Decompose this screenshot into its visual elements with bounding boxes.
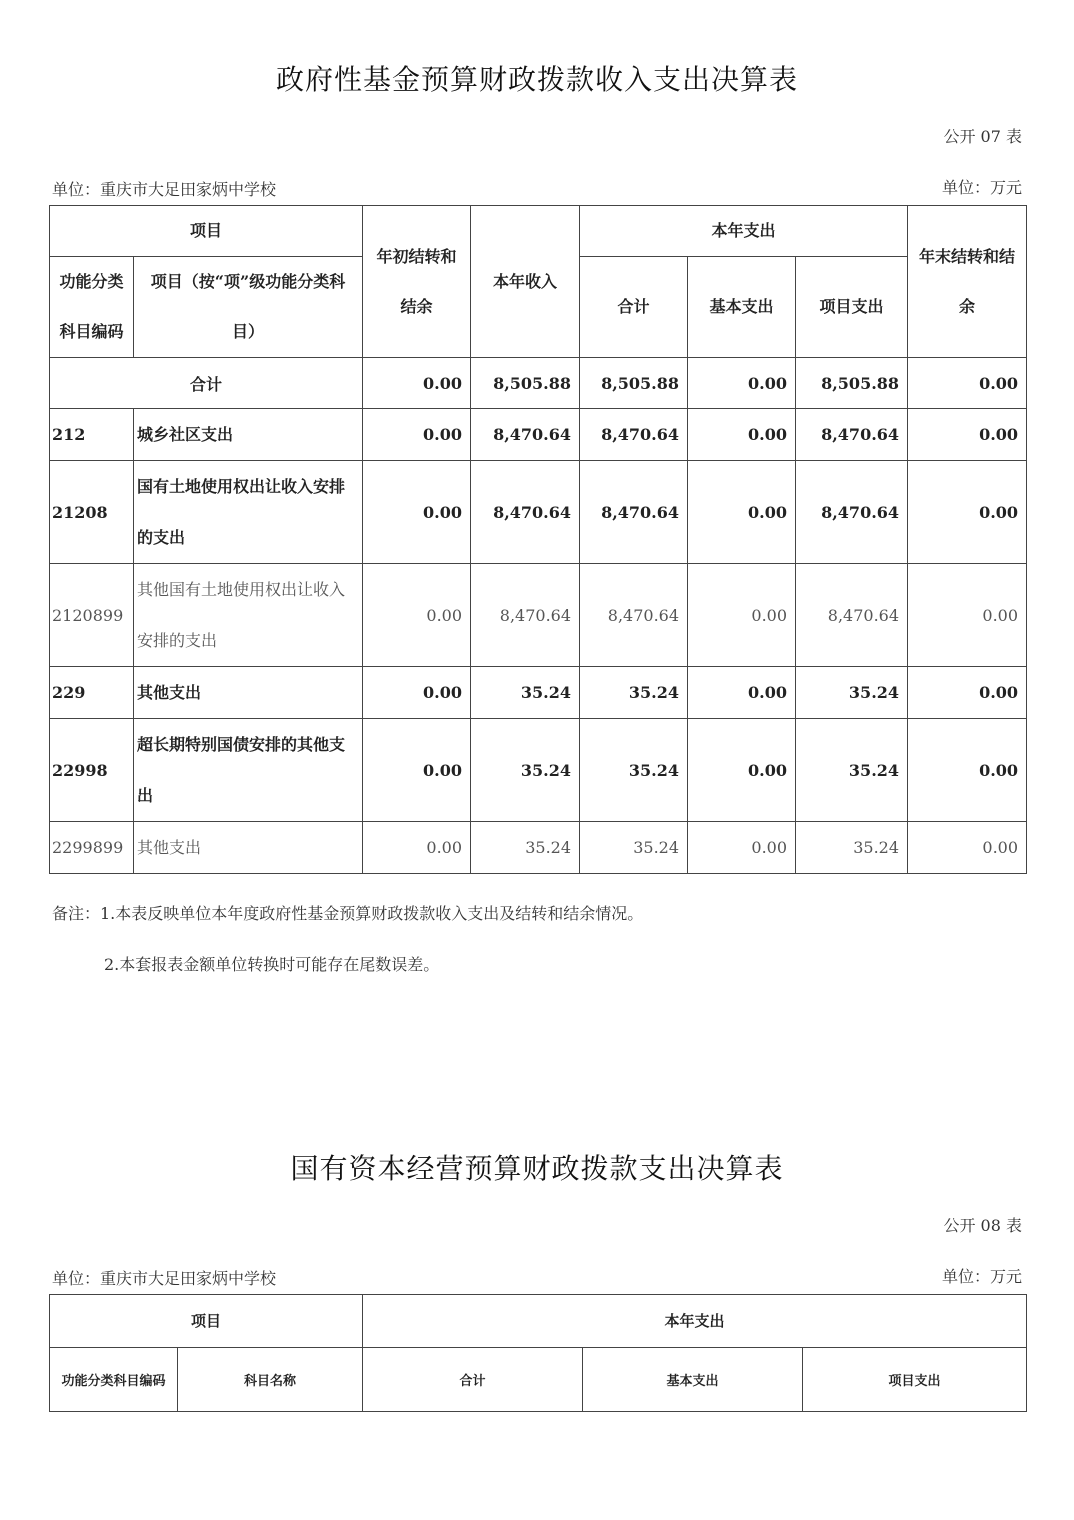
- note-line-2: 2.本套报表金额单位转换时可能存在尾数误差。: [104, 955, 440, 974]
- cell-basic: 0.00: [688, 719, 796, 822]
- cell-code: 2120899: [50, 564, 134, 667]
- cell-end: 0.00: [908, 719, 1027, 822]
- cell-project: 35.24: [796, 667, 908, 719]
- cell-code: 21208: [50, 461, 134, 564]
- cell-basic: 0.00: [688, 409, 796, 461]
- cell-name: 其他支出: [134, 822, 363, 874]
- table-row: [50, 719, 1027, 822]
- cell-begin: 0.00: [363, 409, 471, 461]
- state-capital-table: [49, 1294, 1027, 1412]
- note-line-1: 备注：1.本表反映单位本年度政府性基金预算财政拨款收入支出及结转和结余情况。: [52, 904, 644, 923]
- cell-project: 8,470.64: [796, 461, 908, 564]
- unit-currency-08: 单位：万元: [941, 1267, 1022, 1286]
- cell-basic: 0.00: [688, 358, 796, 409]
- total-label: 合计: [50, 358, 363, 409]
- cell-name: 超长期特别国债安排的其他支出: [134, 719, 363, 822]
- unit-org-08: 单位：重庆市大足田家炳中学校: [52, 1269, 277, 1288]
- cell-income: 8,470.64: [471, 461, 580, 564]
- header-expense-group: 本年支出: [363, 1295, 1027, 1348]
- cell-total: 8,470.64: [580, 409, 688, 461]
- cell-income: 35.24: [471, 719, 580, 822]
- cell-basic: 0.00: [688, 461, 796, 564]
- cell-end: 0.00: [908, 461, 1027, 564]
- cell-total: 8,470.64: [580, 564, 688, 667]
- cell-end: 0.00: [908, 358, 1027, 409]
- table-row: [50, 822, 1027, 874]
- cell-income: 35.24: [471, 822, 580, 874]
- table-row: [50, 564, 1027, 667]
- cell-name: 其他国有土地使用权出让收入安排的支出: [134, 564, 363, 667]
- cell-name: 其他支出: [134, 667, 363, 719]
- cell-code: 212: [50, 409, 134, 461]
- header-total: 合计: [363, 1348, 583, 1412]
- cell-total: 35.24: [580, 667, 688, 719]
- table-row: [50, 461, 1027, 564]
- cell-total: 8,505.88: [580, 358, 688, 409]
- cell-begin: 0.00: [363, 822, 471, 874]
- cell-begin: 0.00: [363, 667, 471, 719]
- header-project: 项目支出: [796, 257, 908, 358]
- header-basic: 基本支出: [583, 1348, 803, 1412]
- cell-begin: 0.00: [363, 719, 471, 822]
- cell-begin: 0.00: [363, 358, 471, 409]
- unit-org-07: 单位：重庆市大足田家炳中学校: [52, 180, 277, 199]
- cell-project: 8,470.64: [796, 564, 908, 667]
- cell-income: 8,470.64: [471, 564, 580, 667]
- form-number-07: 公开 07 表: [943, 127, 1022, 146]
- header-end-balance: 年末结转和结余: [908, 206, 1027, 358]
- cell-basic: 0.00: [688, 564, 796, 667]
- cell-end: 0.00: [908, 564, 1027, 667]
- table-row: [50, 667, 1027, 719]
- header-total: 合计: [580, 257, 688, 358]
- cell-basic: 0.00: [688, 667, 796, 719]
- unit-currency-07: 单位：万元: [941, 178, 1022, 197]
- header-project: 项目支出: [803, 1348, 1027, 1412]
- header-item: 项目: [50, 1295, 363, 1348]
- cell-name: 城乡社区支出: [134, 409, 363, 461]
- cell-begin: 0.00: [363, 564, 471, 667]
- cell-end: 0.00: [908, 409, 1027, 461]
- cell-total: 35.24: [580, 719, 688, 822]
- form-number-08: 公开 08 表: [943, 1216, 1022, 1235]
- header-name: 科目名称: [178, 1348, 363, 1412]
- cell-begin: 0.00: [363, 461, 471, 564]
- cell-income: 8,505.88: [471, 358, 580, 409]
- cell-code: 22998: [50, 719, 134, 822]
- cell-income: 35.24: [471, 667, 580, 719]
- cell-income: 8,470.64: [471, 409, 580, 461]
- cell-project: 35.24: [796, 822, 908, 874]
- cell-code: 229: [50, 667, 134, 719]
- cell-project: 35.24: [796, 719, 908, 822]
- header-item: 项目: [50, 206, 363, 257]
- cell-basic: 0.00: [688, 822, 796, 874]
- page-title-07: 政府性基金预算财政拨款收入支出决算表: [275, 63, 798, 96]
- cell-total: 8,470.64: [580, 461, 688, 564]
- cell-total: 35.24: [580, 822, 688, 874]
- header-begin-balance: 年初结转和结余: [363, 206, 471, 358]
- cell-end: 0.00: [908, 667, 1027, 719]
- cell-end: 0.00: [908, 822, 1027, 874]
- cell-name: 国有土地使用权出让收入安排的支出: [134, 461, 363, 564]
- fund-budget-table: [49, 205, 1027, 874]
- header-basic: 基本支出: [688, 257, 796, 358]
- page-title-08: 国有资本经营预算财政拨款支出决算表: [290, 1152, 784, 1185]
- header-expense-group: 本年支出: [580, 206, 908, 257]
- header-income: 本年收入: [471, 206, 580, 358]
- cell-code: 2299899: [50, 822, 134, 874]
- table-row: [50, 409, 1027, 461]
- cell-project: 8,505.88: [796, 358, 908, 409]
- header-code: 功能分类科目编码: [50, 1348, 178, 1412]
- header-name: 项目（按“项”级功能分类科目）: [134, 257, 363, 358]
- header-code: 功能分类科目编码: [50, 257, 134, 358]
- cell-project: 8,470.64: [796, 409, 908, 461]
- total-row: [50, 358, 1027, 409]
